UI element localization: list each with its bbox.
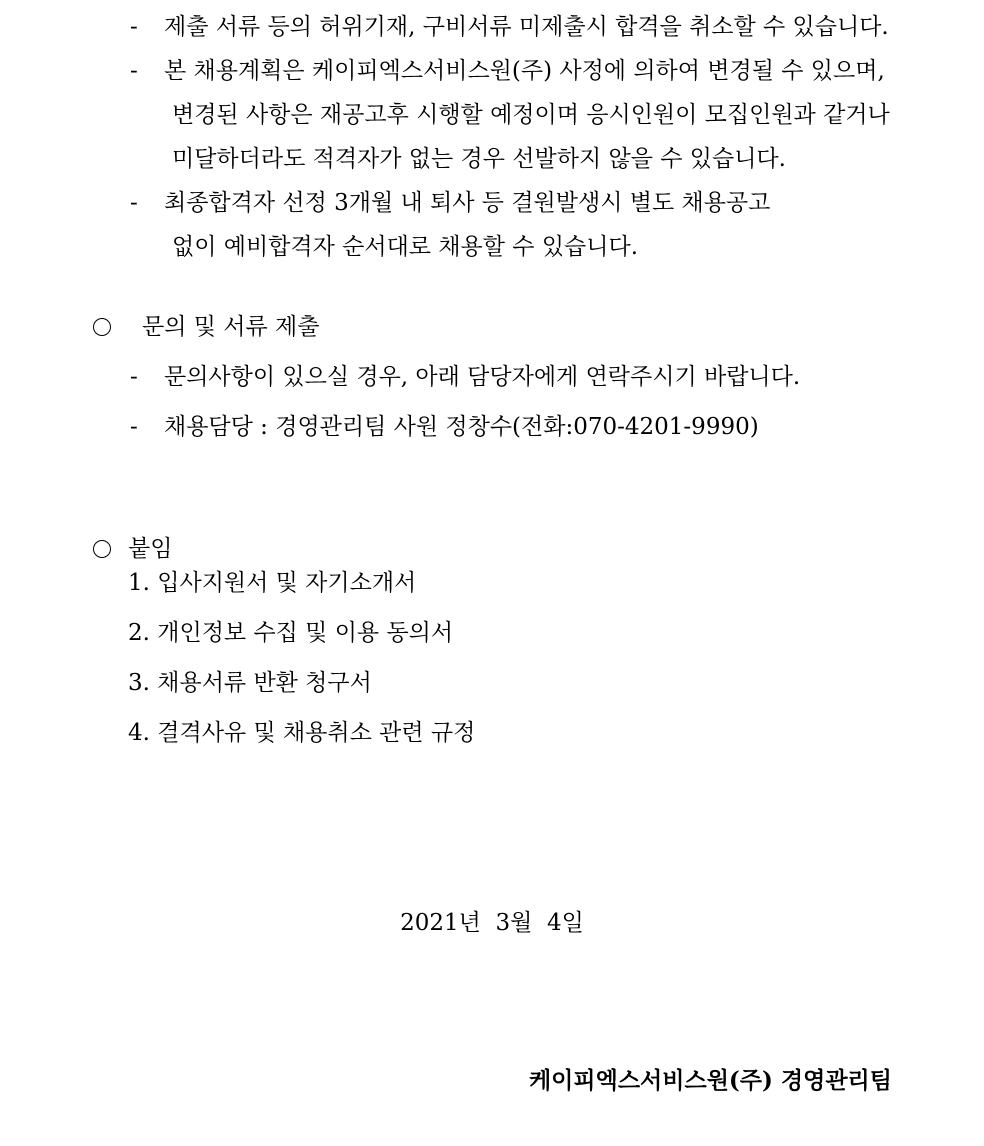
issuer-signature: 케이피엑스서비스원(주) 경영관리팀 <box>528 1067 892 1094</box>
note-item-2-line-2: 변경된 사항은 재공고후 시행할 예정이며 응시인원이 모집인원과 같거나 <box>172 102 890 128</box>
attachment-item: 4. 결격사유 및 채용취소 관련 규정 <box>128 720 476 746</box>
note-item-2-line-3: 미달하더라도 적격자가 없는 경우 선발하지 않을 수 있습니다. <box>172 146 786 172</box>
note-item-3-line-1: 최종합격자 선정 3개월 내 퇴사 등 결원발생시 별도 채용공고 <box>164 190 771 216</box>
inquiry-item-1: 문의사항이 있으실 경우, 아래 담당자에게 연락주시기 바랍니다. <box>164 364 801 390</box>
note-item-2-line-1: 본 채용계획은 케이피엑스서비스원(주) 사정에 의하여 변경될 수 있으며, <box>164 58 885 84</box>
note-item-1: 제출 서류 등의 허위기재, 구비서류 미제출시 합격을 취소할 수 있습니다. <box>164 14 889 40</box>
bullet-dash: - <box>130 414 138 440</box>
document-date: 2021년 3월 4일 <box>400 910 584 936</box>
circle-bullet-icon <box>93 318 111 336</box>
attachment-item: 3. 채용서류 반환 청구서 <box>128 670 372 696</box>
attachment-item: 1. 입사지원서 및 자기소개서 <box>128 570 417 596</box>
bullet-dash: - <box>130 58 138 84</box>
inquiry-heading: 문의 및 서류 제출 <box>142 314 320 340</box>
bullet-dash: - <box>130 14 138 40</box>
attachment-item: 2. 개인정보 수집 및 이용 동의서 <box>128 620 454 646</box>
bullet-dash: - <box>130 364 138 390</box>
attachments-heading: 붙임 <box>128 536 173 562</box>
note-item-3-line-2: 없이 예비합격자 순서대로 채용할 수 있습니다. <box>172 234 639 260</box>
bullet-dash: - <box>130 190 138 216</box>
inquiry-item-2: 채용담당 : 경영관리팀 사원 정창수(전화:070-4201-9990) <box>164 414 759 440</box>
circle-bullet-icon <box>93 540 111 558</box>
